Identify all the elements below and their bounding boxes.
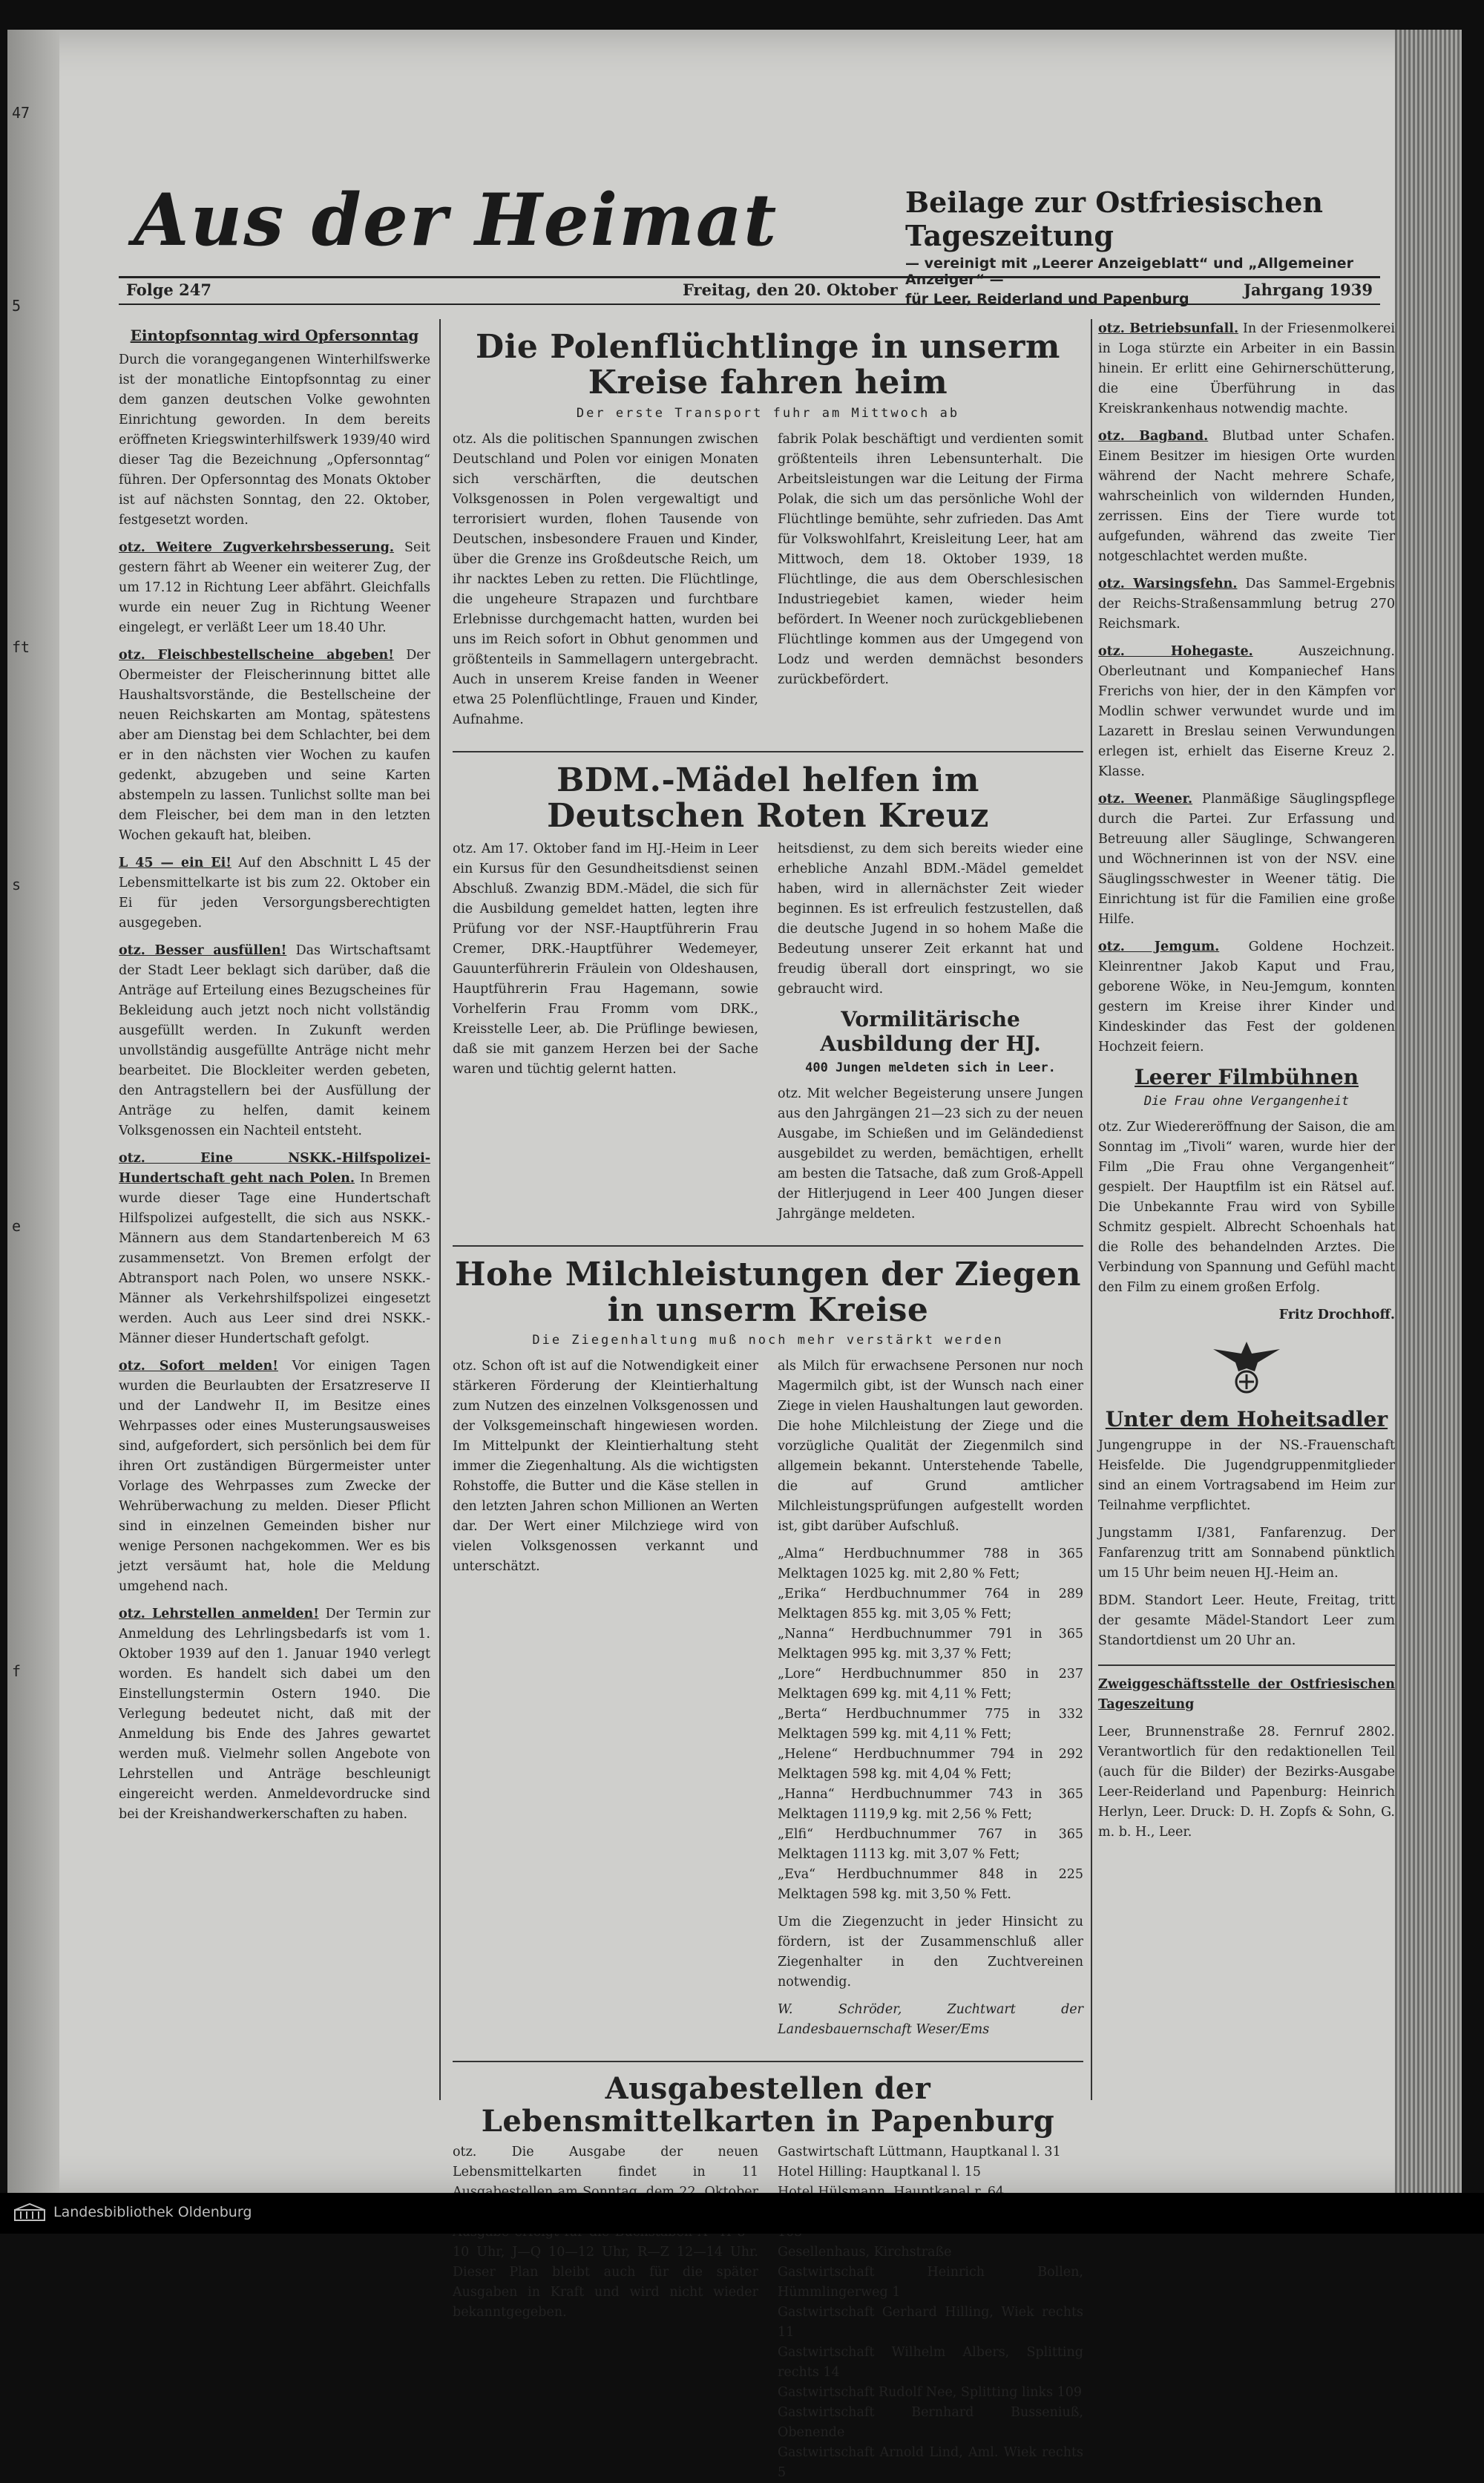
article-text <box>1098 427 1395 567</box>
list-item: Gastwirtschaft Lüttmann, Hauptkanal l. 31 <box>778 2145 1061 2160</box>
article-text <box>1098 937 1395 1057</box>
article-text: otz. Als die politischen Spannungen zwischen Deutschland und Polen vor einigen Monaten sich verschärften, die deutschen Volksgenossen in Polen vergewaltigt und terrorisiert wurden, flohen Tausende von Deutschen, insbesondere Frauen und Kinder, über die Grenze ins Großdeutsche Reich, um ihr nacktes Leben zu retten. Die Flüchtlinge, die ungeheure Strapazen und furchtbare Erlebnisse durchgemacht hatten, wurden bei uns im Reich sofort in Obhut genommen und größtenteils in Sammellagern untergebracht. Auch in unserem Kreise fanden in Weener etwa 25 Polenflüchtlinge, Frauen und Kinder, Aufnahme. <box>453 431 758 727</box>
page-stack-edge <box>1395 30 1462 2197</box>
article-goats <box>453 1357 1083 2047</box>
article-heading: Eintopfsonntag wird Opfersonntag <box>130 327 419 344</box>
eagle-emblem-icon <box>1206 1333 1287 1400</box>
divider <box>453 2061 1083 2062</box>
article-text: Durch die vorangegangenen Winterhilfswerke ist der monatliche Eintopfsonntag zu einer dem ganzen deutschen Volke gewohnten Einrichtung geworden. In dem bereits eröffneten Kriegswinterhilfswerk 1939/40 wird dieser Tag die Bezeichnung „Opfersonntag“ führen. Der Opfersonntag des Monats Oktober ist auf nächsten Sonntag, den 22. Oktober, festgesetzt worden. <box>119 352 430 528</box>
list-item: „Elfi“ Herdbuchnummer 767 in 365 Melktagen 1113 kg. mit 3,07 % Fett; <box>778 1827 1083 1863</box>
article-text: otz. Mit welcher Begeisterung unsere Jungen aus den Jahrgängen 21—23 sich zu der neuen Ausgabe, im Schießen und im Geländedienst ausgebildet zu werden, bemächtigen, erhellt am besten die Tatsache, daß zum Groß-Appell der Hitlerjugend in Leer 400 Jungen dieser Jahrgänge meldeten. <box>778 1086 1083 1221</box>
article-text: als Milch für erwachsene Personen nur noch Magermilch gibt, ist der Wunsch nach einer Ziege in vielen Haushaltungen laut geworden. Die hohe Milchleistung der Ziege und die vorzügliche Qualität der Ziegenmilch sind allgemein bekannt. Unterstehende Tabelle, die auf Grund amtlicher Milchleistungsprüfungen aufgestellt worden ist, gibt darüber Aufschluß. <box>778 1359 1083 1535</box>
article-lead: otz. Lehrstellen anmelden! <box>119 1607 319 1621</box>
column-center <box>453 319 1083 2483</box>
article-lead: otz. Hohegaste. <box>1098 644 1253 659</box>
article-signature: W. Schröder, Zuchtwart der Landesbauernschaft Weser/Ems <box>778 2002 1083 2038</box>
margin-mark: f <box>12 1662 22 1680</box>
article-body: Vor einigen Tagen wurden die Beurlaubten der Ersatzreserve II und der Landwehr II, im Besitze eines Wehrpasses oder eines Musterungsausweises sind, aufgefordert, sich persönlich bei dem für ihren Ort zuständigen Bürgermeister unter Vorlage des Wehrpasses zum Zwecke der Wehrüberwachung zu melden. Dieser Pflicht sind in einzelnen Gemeinden bisher nur wenige Personen nachgekommen. Wer es bis jetzt versäumt hat, hole die Meldung umgehend nach. <box>119 1359 430 1594</box>
margin-mark: 47 <box>12 104 30 122</box>
list-item: Gastwirtschaft Gerhard Hilling, Wiek rechts 11 <box>778 2305 1083 2341</box>
margin-mark: s <box>12 876 22 893</box>
article-refugees <box>453 430 1083 738</box>
supplement-title: Beilage zur Ostfriesischen Tageszeitung <box>905 186 1324 252</box>
list-item: Hotel Hilling: Hauptkanal l. 15 <box>778 2165 982 2180</box>
list-item: Gastwirtschaft Bernhard Busseniuß, Obenende <box>778 2405 1083 2441</box>
article-signature: Fritz Drochhoff. <box>1278 1308 1395 1322</box>
list-item: Gastwirtschaft Arnold Lind, Aml. Wiek rechts 5 <box>778 2445 1083 2481</box>
list-item: „Alma“ Herdbuchnummer 788 in 365 Melktagen 1025 kg. mit 2,80 % Fett; <box>778 1546 1083 1582</box>
article-body: Blutbad unter Schafen. Einem Besitzer im hiesigen Orte wurden während der Nacht mehrere Schafe, wahrscheinlich von wildernden Hunden, zerrissen. Eins der Tiere wurde tot aufgefunden, während das zweite Tier notgeschlachtet werden mußte. <box>1098 429 1395 564</box>
article-bdm <box>453 839 1083 1232</box>
article-text <box>119 1604 430 1825</box>
subheadline: Der erste Transport fuhr am Mittwoch ab <box>576 405 960 421</box>
list-item: „Eva“ Herdbuchnummer 848 in 225 Melktagen 598 kg. mit 3,50 % Fett. <box>778 1867 1083 1903</box>
issue-number: Folge 247 <box>126 281 211 299</box>
article-text <box>1098 642 1395 782</box>
headline-bdm: BDM.-Mädel helfen im Deutschen Roten Kreuz <box>547 761 989 836</box>
column-rule <box>1091 319 1092 2100</box>
article-body: Seit gestern fährt ab Weener ein weiterer Zug, der um 17.12 in Richtung Leer abfährt. Gleichfalls wurde ein neuer Zug in Richtung Weener eingelegt, er verläßt Leer um 18.40 Uhr. <box>119 540 430 635</box>
list-item: Gastwirtschaft Wilhelm Albers, Splitting rechts 14 <box>778 2345 1083 2381</box>
column-left <box>119 319 430 1832</box>
article-text: Jungengruppe in der NS.-Frauenschaft Heisfelde. Die Jugendgruppenmitglieder sind an einem Vortragsabend im Heim zur Teilnahme verpflichtet. <box>1098 1438 1395 1513</box>
headline-papenburg: Ausgabestellen der Lebensmittelkarten in Papenburg <box>481 2071 1055 2139</box>
article-text <box>119 538 430 638</box>
list-item: „Helene“ Herdbuchnummer 794 in 292 Melktagen 598 kg. mit 4,04 % Fett; <box>778 1747 1083 1782</box>
article-body: Auf den Abschnitt L 45 der Lebensmittelkarte ist bis zum 22. Oktober ein Ei für jeden Versorgungsberechtigten ausgegeben. <box>119 856 430 931</box>
list-item: Gesellenhaus, Kirchstraße <box>778 2245 952 2260</box>
library-name: Landesbibliothek Oldenburg <box>53 2204 252 2220</box>
column-right <box>1098 319 1395 1850</box>
section-heading-eagle: Unter dem Hoheitsadler <box>1105 1407 1388 1431</box>
column-rule <box>439 319 441 2100</box>
list-item: Gastwirtschaft Heinrich Bollen, Hümmlingerweg 1 <box>778 2265 1083 2300</box>
article-text <box>119 1149 430 1349</box>
article-body: Der Obermeister der Fleischerinnung bittet alle Haushaltsvorstände, die Bestellscheine der neuen Reichskarten am Montag, spätestens aber am Dienstag bei dem Schlachter, bei dem er in den nächsten vier Wochen zu kaufen gedenkt, abzugeben und seine Karten abstempeln zu lassen. Tunlichst sollte man bei dem Fleischer, bei dem man in den letzten Wochen gekauft hat, bleiben. <box>119 648 430 843</box>
goat-list <box>778 1544 1083 1905</box>
article-text: Um die Ziegenzucht in jeder Hinsicht zu fördern, ist der Zusammenschluß aller Ziegenhalter in den Zuchtvereinen notwendig. <box>778 1915 1083 1990</box>
article-lead: otz. Weener. <box>1098 792 1193 807</box>
article-text <box>1098 319 1395 419</box>
article-text <box>119 1357 430 1597</box>
list-item: „Erika“ Herdbuchnummer 764 in 289 Melktagen 855 kg. mit 3,05 % Fett; <box>778 1587 1083 1622</box>
article-lead: otz. Eine NSKK.-Hilfspolizei-Hundertschaft geht nach Polen. <box>119 1151 430 1186</box>
divider <box>1098 1664 1395 1666</box>
list-item: „Berta“ Herdbuchnummer 775 in 332 Melktagen 599 kg. mit 4,11 % Fett; <box>778 1707 1083 1742</box>
section-heading-film: Leerer Filmbühnen <box>1135 1065 1359 1089</box>
article-text: Jungstamm I/381, Fanfarenzug. Der Fanfarenzug tritt am Sonnabend pünktlich um 15 Uhr beim neuen HJ.-Heim an. <box>1098 1526 1395 1581</box>
list-item: „Nanna“ Herdbuchnummer 791 in 365 Melktagen 995 kg. mit 3,37 % Fett; <box>778 1627 1083 1662</box>
subheadline: Die Ziegenhaltung muß noch mehr verstärkt werden <box>532 1333 1004 1348</box>
imprint-heading: Zweiggeschäftsstelle der Ostfriesischen Tageszeitung <box>1098 1677 1395 1712</box>
article-body: Auszeichnung. Oberleutnant und Kompaniechef Hans Frerichs von hier, der in den Kämpfen vor Modlin schwer verwundet wurde und im Lazarett in Breslau seinen Verwundungen erlegen ist, erhielt das Eiserne Kreuz 2. Klasse. <box>1098 644 1395 779</box>
article-text <box>119 853 430 934</box>
list-item: „Hanna“ Herdbuchnummer 743 in 365 Melktagen 1119,9 kg. mit 2,56 % Fett; <box>778 1787 1083 1823</box>
imprint-text: Leer, Brunnenstraße 28. Fernruf 2802. Verantwortlich für den redaktionellen Teil (auch für die Bilder) der Bezirks-Ausgabe Leer-Reiderland und Papenburg: Heinrich Herlyn, Leer. Druck: D. H. Zopfs & Sohn, G. m. b. H., Leer. <box>1098 1725 1395 1840</box>
issue-info-bar <box>119 276 1380 305</box>
margin-mark: 5 <box>12 297 22 315</box>
divider <box>453 1245 1083 1247</box>
headline-goats: Hohe Milchleistungen der Ziegen in unserm Kreise <box>454 1255 1082 1329</box>
margin-mark: ft <box>12 638 30 656</box>
article-lead: otz. Jemgum. <box>1098 939 1220 954</box>
article-text: otz. Am 17. Oktober fand im HJ.-Heim in Leer ein Kursus für den Gesundheitsdienst seinen Abschluß. Zwanzig BDM.-Mädel, die sich für die Ausbildung gemeldet hatten, legten ihre Prüfung vor der NSF.-Hauptführerin Frau Cremer, DRK.-Hauptführer Wedemeyer, Gauunterführerin Fräulein von Oldeshausen, Hauptführerin Frau Hagemann, sowie Vorhelferin Frau Fromm vom DRK., Kreisstelle Leer, ab. Die Prüflinge bewiesen, daß sie mit ganzem Herzen bei der Sache waren und tüchtig gelernt hatten. <box>453 841 758 1077</box>
article-body: In Bremen wurde dieser Tage eine Hundertschaft Hilfspolizei aufgestellt, die sich aus NSKK.-Männern aus dem Standartenbereich M 63 zusammensetzt. Von Bremen erfolgt der Abtransport nach Polen, wo unsere NSKK.-Männer als Verkehrshilfspolizei eingesetzt werden. Auch aus Leer sind drei NSKK.-Männer dieser Hundertschaft gefolgt. <box>119 1171 430 1346</box>
merger-line: — vereinigt mit „Leerer Anzeigeblatt“ und „Allgemeiner Anzeiger“ — <box>905 255 1353 288</box>
article-text: fabrik Polak beschäftigt und verdienten somit größtenteils ihren Lebensunterhalt. Die Arbeitsleistungen war die Leitung der Firma Polak, die sich um das persönliche Wohl der Flüchtlinge bemühte, sehr zufrieden. Das Amt für Volkswohlfahrt, Kreisleitung Leer, hat am Mittwoch, dem 18. Oktober 1939, 18 Flüchtlinge, die aus dem Oberschlesischen Industriegebiet kamen, wieder heim befördert. In Weener noch zurückgebliebenen Flüchtlinge kommen aus der Umgegend von Lodz und werden demnächst besonders zurückbefördert. <box>778 431 1083 687</box>
list-item: Gastwirtschaft Rudolf Nee, Splitting links 109 <box>778 2385 1083 2401</box>
article-body: Goldene Hochzeit. Kleinrentner Jakob Kaput und Frau, geborene Wöke, in Neu-Jemgum, konnten gestern im Kreise ihrer Kinder und Kindeskinder das Fest der goldenen Hochzeit feiern. <box>1098 939 1395 1054</box>
library-building-icon <box>13 2202 46 2222</box>
article-lead: otz. Betriebsunfall. <box>1098 321 1239 336</box>
article-lead: L 45 — ein Ei! <box>119 856 232 870</box>
masthead-title: Aus der Heimat <box>134 178 778 262</box>
headline-refugees: Die Polenflüchtlinge in unserm Kreise fahren heim <box>476 328 1060 402</box>
region-line: für Leer, Reiderland und Papenburg <box>905 291 1189 307</box>
issue-year: Jahrgang 1939 <box>1244 281 1373 299</box>
article-body: Das Sammel-Ergebnis der Reichs-Straßensammlung betrug 270 Reichsmark. <box>1098 577 1395 632</box>
article-text: otz. Die Ausgabe der neuen Lebensmittelkarten findet in 11 10 Uhr, J—Q 10—12 Uhr, R—Z 12—14 Uhr. Dieser Plan bleibt auch für die später Ausgaben in Kraft und wird nicht wieder bekanntgegeben. <box>453 2145 758 2320</box>
subheadline: 400 Jungen meldeten sich in Leer. <box>805 1060 1056 1075</box>
article-text: BDM. Standort Leer. Heute, Freitag, tritt der gesamte Mädel-Standort Leer zum Standortdienst um 20 Uhr an. <box>1098 1593 1395 1648</box>
article-text: otz. Zur Wiedereröffnung der Saison, die am Sonntag im „Tivoli“ waren, wurde hier der Film „Die Frau ohne Vergangenheit“ gespielt. Der Hauptfilm ist ein Rätsel auf. Die Unbekannte Frau wird von Sybille Schmitz gespielt. Albrecht Schoenhals hat die Rolle des behandelnden Arztes. Die Verbindung von Spannung und Gefühl macht den Film zu einem großen Erfolg. <box>1098 1120 1396 1295</box>
subheadline: Die Frau ohne Vergangenheit <box>1143 1094 1350 1109</box>
article-body: Das Wirtschaftsamt der Stadt Leer beklagt sich darüber, daß die Anträge auf Erteilung eines Bezugscheines für Bekleidung auch jetzt noch nicht vollständig ausgefüllt werden. In Zukunft werden unvollständig ausgefüllte Anträge nicht mehr bearbeitet. Die Blockleiter werden gebeten, den Antragstellern bei der Ausfüllung der Anträge zu helfen, damit keinem Volksgenossen ein Nachteil entsteht. <box>119 943 430 1138</box>
article-heading: Vormilitärische Ausbildung der HJ. <box>820 1006 1041 1056</box>
article-lead: otz. Weitere Zugverkehrsbesserung. <box>119 540 394 555</box>
article-lead: otz. Besser ausfüllen! <box>119 943 287 958</box>
article-lead: otz. Fleischbestellscheine abgeben! <box>119 648 394 663</box>
article-text <box>1098 574 1395 634</box>
library-credit <box>13 2202 252 2222</box>
article-text <box>1098 790 1395 930</box>
list-item: „Lore“ Herdbuchnummer 850 in 237 Melktagen 699 kg. mit 4,11 % Fett; <box>778 1667 1083 1702</box>
article-body: Der Termin zur Anmeldung des Lehrlingsbedarfs ist vom 1. Oktober 1939 auf den 1. Januar 1940 verlegt worden. Es handelt sich dabei um den Einstellungstermin Ostern 1940. Die Verlegung bedeutet nicht, daß mit der Anmeldung bis Ende des Jahres gewartet werden muß. Vielmehr sollen Angebote von Lehrstellen und Anträge beschleunigt eingereicht werden. Anmeldevordrucke sind bei der Kreishandwerkerschaften zu haben. <box>119 1607 430 1822</box>
previous-page-edge <box>7 30 59 2197</box>
article-body: Planmäßige Säuglingspflege durch die Partei. Zur Erfassung und Betreuung aller Säuglinge, Schwangeren und Wöchnerinnen ist von der NSV. eine Säuglingsschwester in Weener tätig. Die Einrichtung ist für die Familien eine große Hilfe. <box>1098 792 1395 927</box>
margin-mark: e <box>12 1217 22 1235</box>
article-body: In der Friesenmolkerei in Loga stürzte ein Arbeiter in ein Bassin hinein. Er erlitt eine Gehirnerschütterung, die eine Überführung in das Kreiskrankenhaus notwendig machte. <box>1098 321 1395 416</box>
article-text <box>119 646 430 846</box>
article-lead: otz. Warsingsfehn. <box>1098 577 1238 591</box>
divider <box>453 751 1083 752</box>
article-text <box>119 941 430 1141</box>
issue-date: Freitag, den 20. Oktober <box>683 281 898 299</box>
article-text: heitsdienst, zu dem sich bereits wieder eine erhebliche Anzahl BDM.-Mädel gemeldet haben, wird in allernächster Zeit wieder beginnen. Es ist erfreulich festzustellen, daß die deutsche Jugend in so hohem Maße die Bedeutung unserer Zeit erkannt hat und freudig überall dort einspringt, wo sie gebraucht wird. <box>778 841 1083 997</box>
article-lead: otz. Sofort melden! <box>119 1359 278 1374</box>
article-text: otz. Schon oft ist auf die Notwendigkeit einer stärkeren Förderung der Kleintierhaltung zum Nutzen des einzelnen Volksgenossen und der Volksgemeinschaft hingewiesen worden. Im Mittelpunkt der Kleintierhaltung steht immer die Ziegenhaltung. Als die wichtigsten Rohstoffe, die Butter und die Käse stellen in den letzten Jahren schon Millionen an Werten dar. Der Wert einer Milchziege wird von vielen Volksgenossen verkannt und unterschätzt. <box>453 1359 758 1575</box>
article-lead: otz. Bagband. <box>1098 429 1209 444</box>
